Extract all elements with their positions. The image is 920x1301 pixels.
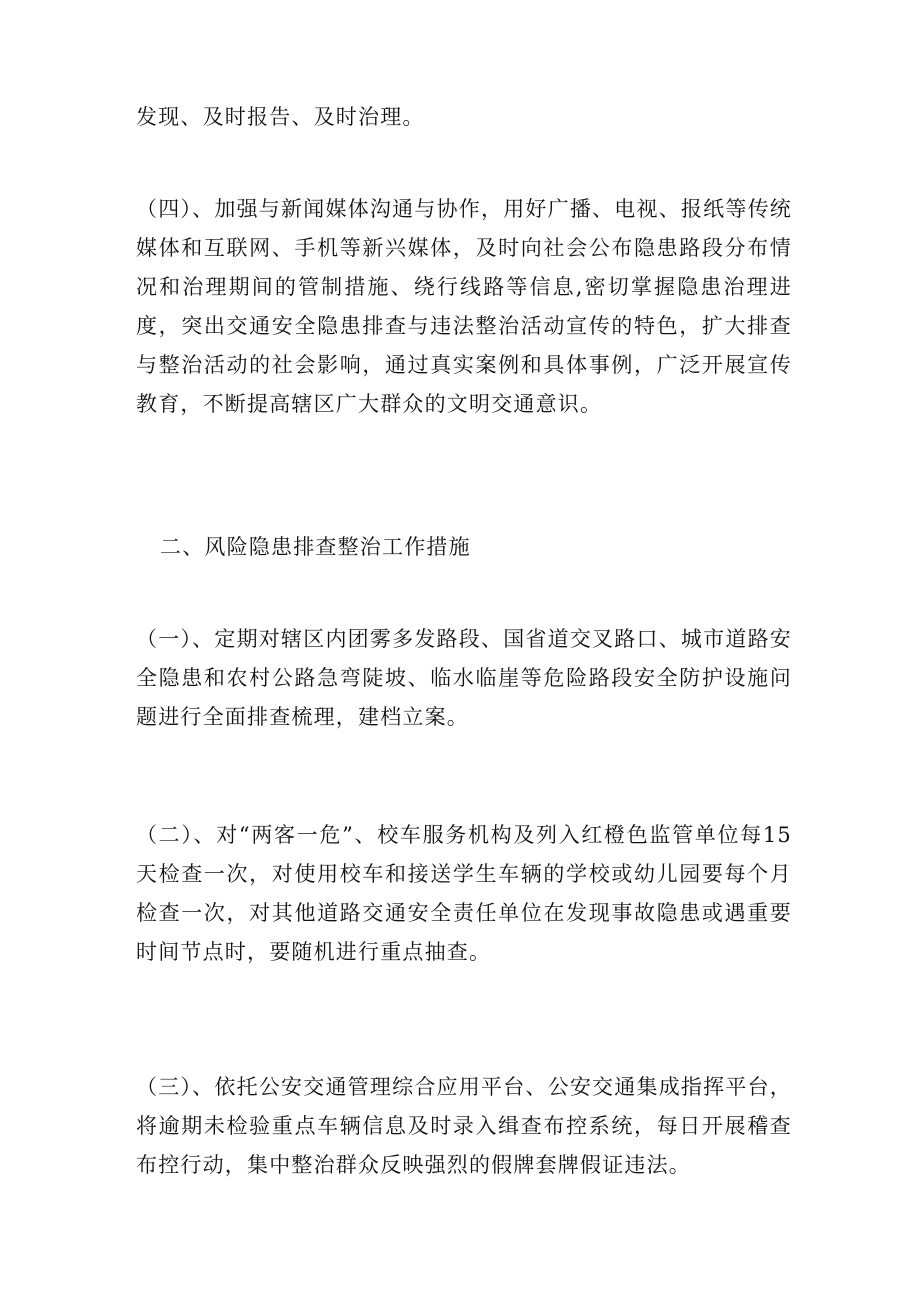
paragraph-measure-1: （一）、定期对辖区内团雾多发路段、国省道交叉路口、城市道路安全隐患和农村公路急弯陡坡、临水临崖等危险路段安全防护设施问题进行全面排查梳理，建档立案。 bbox=[136, 627, 792, 729]
paragraph-continuation: 发现、及时报告、及时治理。 bbox=[136, 105, 425, 129]
paragraph-measure-2: （二）、对“两客一危”、校车服务机构及列入红橙色监管单位每15天检查一次，对使用校车和接送学生车辆的学校或幼儿园要每个月检查一次，对其他道路交通安全责任单位在发现事故隐患或遇重要时间节点时，要随机进行重点抽查。 bbox=[136, 823, 792, 964]
section-heading-2: 二、风险隐患排查整治工作措施 bbox=[160, 535, 471, 559]
paragraph-measure-3: （三）、依托公安交通管理综合应用平台、公安交通集成指挥平台，将逾期未检验重点车辆信息及时录入缉查布控系统，每日开展稽查布控行动，集中整治群众反映强烈的假牌套牌假证违法。 bbox=[136, 1075, 792, 1177]
paragraph-item-4: （四）、加强与新闻媒体沟通与协作，用好广播、电视、报纸等传统媒体和互联网、手机等新兴媒体，及时向社会公布隐患路段分布情况和治理期间的管制措施、绕行线路等信息,密切掌握隐患治理进度，突出交通安全隐患排查与违法整治活动宣传的特色，扩大排查与整治活动的社会影响，通过真实案例和具体事例，广泛开展宣传教育，不断提高辖区广大群众的文明交通意识。 bbox=[136, 197, 792, 416]
